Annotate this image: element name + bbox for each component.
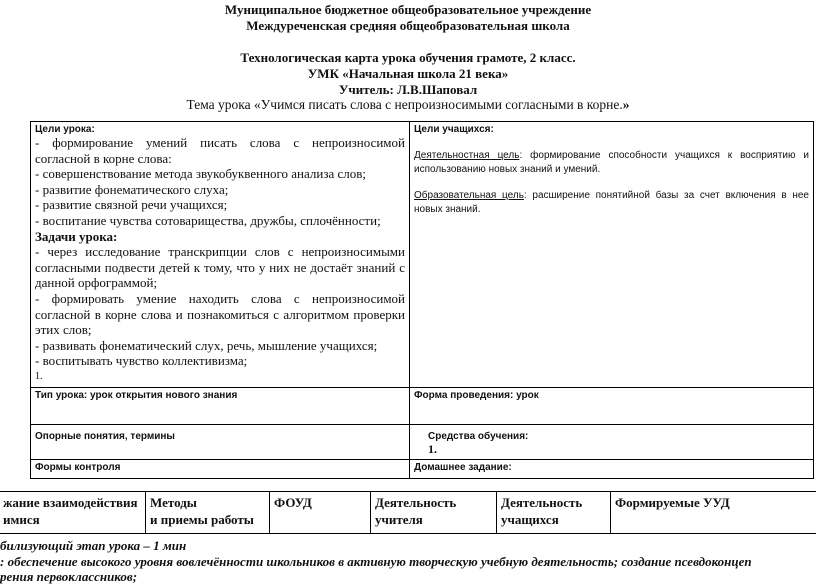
lesson-goals-cell [31,122,410,388]
lesson-goals-list [35,135,405,385]
stage-title: билизующий этап урока – 1 мин [0,538,187,553]
trailing-number: 1. [35,370,43,382]
activity-goal-label: Деятельностная цель [414,150,520,161]
concepts-cell [31,424,410,459]
lesson-topic [0,96,816,114]
umk-line: УМК «Начальная школа 21 века» [307,66,509,81]
means-cell [410,424,814,459]
student-goals-cell [410,122,814,388]
col-student-line2: учащихся [501,512,559,527]
means-number: 1. [428,441,437,456]
school-name-line1: Муниципальное бюджетное общеобразовательное учреждение [224,2,592,17]
lesson-task-item: - через исследование транскрипции слов с непроизносимыми согласными подвести детей к тому, что у них не достаёт знаний с данной орфограммой; [35,244,405,291]
col-interaction [0,492,146,534]
col-teacher-line1: Деятельность [375,495,457,510]
concepts-label: Опорные понятия, термины [35,430,175,442]
school-name-line2: Междуреченская средняя общеобразовательная школа [246,18,570,33]
col-methods [146,492,270,534]
control-forms: Формы контроля [35,461,121,473]
col-foud-label: ФОУД [274,495,312,510]
topic-prefix: Тема урока « [186,97,261,112]
student-goals-label: Цели учащихся: [414,124,494,135]
col-methods-line1: Методы [150,495,197,510]
col-methods-line2: и приемы работы [150,512,254,527]
homework-cell [410,459,814,478]
lesson-task-item: - формировать умение находить слова с непроизносимой согласной в корне слова и познакомиться с алгоритмом проверки этих слов; [35,290,405,338]
control-cell [31,459,410,478]
educational-goal-text: : расширение понятийной базы за счет включения в нее новых знаний. [414,190,809,215]
document-title: Технологическая карта урока обучения грамоте, 2 класс. [240,50,576,65]
lesson-plan-table [30,121,814,479]
stage-goal-line2: рения первоклассников; [0,569,138,584]
col-student-line1: Деятельность [501,495,583,510]
lesson-form: Форма проведения: урок [414,389,539,401]
lesson-goals-label: Цели урока: [35,124,95,135]
educational-goal [414,189,809,217]
means-label: Средства обучения: [428,430,529,442]
stage-table [0,491,816,534]
col-uud [611,492,816,534]
educational-goal-label: Образовательная цель [414,190,524,201]
lesson-goal-item: - формирование умений писать слова с непроизносимой согласной в корне слова: [35,135,405,166]
lesson-goal-item: - воспитание чувства сотоварищества, дружбы, сплочённости; [35,212,381,228]
activity-goal-text: : формирование способности учащихся к восприятию и использованию новых знаний и умений. [414,150,809,175]
lesson-type: Тип урока: урок открытия нового знания [35,389,238,401]
col-teacher-activity [371,492,497,534]
col-foud [270,492,371,534]
col-uud-label: Формируемые УУД [615,495,730,510]
lesson-task-item: - развивать фонематический слух, речь, мышление учащихся; [35,337,378,353]
lesson-tasks-label: Задачи урока: [35,228,118,244]
col-interaction-line1: жание взаимодействия [3,495,138,510]
teacher-line: Учитель: Л.В.Шаповал [338,82,478,97]
topic-suffix: » [622,97,630,112]
lesson-type-cell [31,387,410,424]
lesson-goal-item: - совершенствование метода звукобуквенного анализа слов; [35,166,366,182]
lesson-form-cell [410,387,814,424]
stage-goal-line1: : обеспечение высокого уровня вовлечённости школьников в активную творческую учебную деятельность; создание псевдоконцеп [0,554,752,569]
col-student-activity [497,492,611,534]
lesson-goal-item: - развитие связной речи учащихся; [35,197,228,213]
lesson-task-item: - воспитывать чувство коллективизма; [35,353,248,369]
col-teacher-line2: учителя [375,512,423,527]
homework-label: Домашнее задание: [414,461,512,473]
lesson-goal-item: - развитие фонематического слуха; [35,181,229,197]
col-interaction-line2: имися [3,512,40,527]
activity-goal [414,149,809,177]
topic-text: Учимся писать слова с непроизносимыми согласными в корне. [260,97,623,112]
